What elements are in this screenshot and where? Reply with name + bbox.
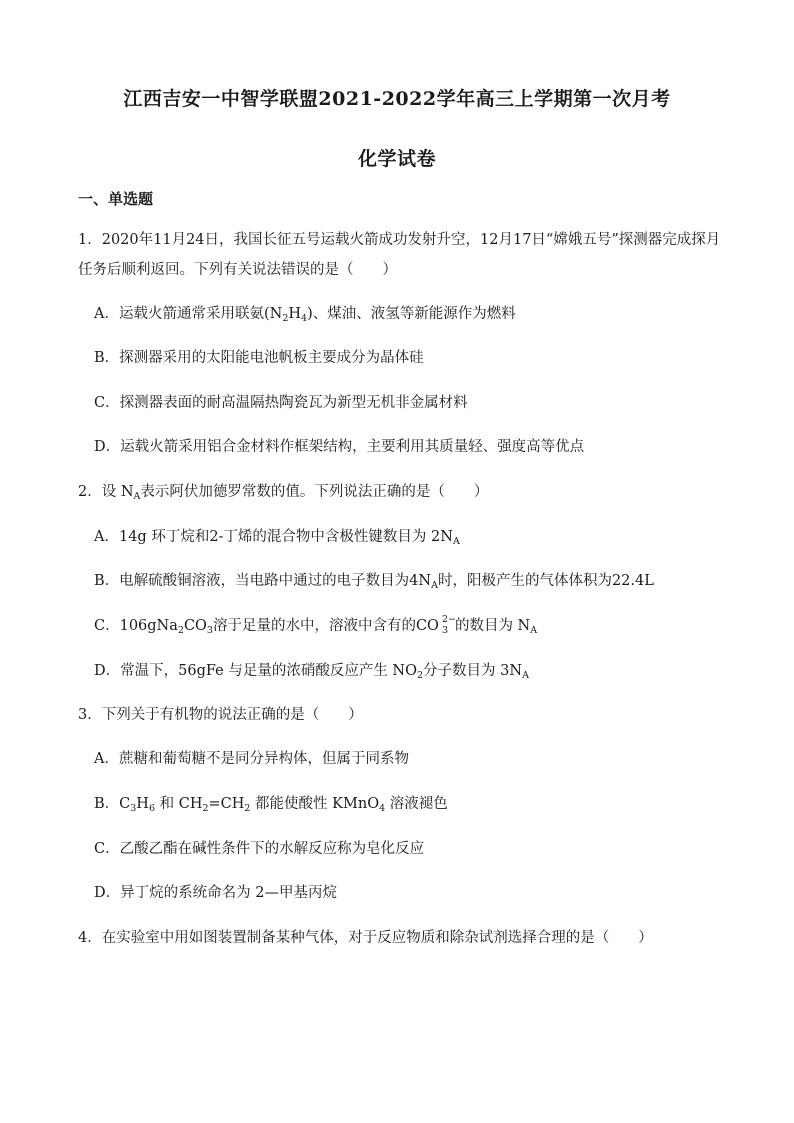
subscript: 4 — [301, 313, 308, 324]
option-text: =CH — [208, 796, 245, 812]
subscript: A — [452, 536, 460, 547]
option-text: A．14g 环丁烷和2-丁烯的混合物中含极性键数目为 2N — [94, 529, 453, 545]
question-3-option-b — [94, 794, 448, 816]
subscript: 2 — [417, 670, 424, 681]
ion-charge: 2− — [441, 614, 456, 625]
page-subtitle: 化学试卷 — [357, 148, 436, 170]
question-3-option-a: A．蔗糖和葡萄糖不是同分异构体，但属于同系物 — [94, 751, 409, 767]
subscript: 3 — [206, 625, 213, 636]
question-2-stem — [78, 482, 488, 504]
question-4-stem: 4．在实验室中用如图装置制备某种气体，对于反应物质和除杂试剂选择合理的是（ ） — [78, 930, 653, 946]
question-2-option-b — [94, 571, 654, 593]
option-text: 分子数目为 3N — [423, 663, 523, 679]
question-3-option-c: C．乙酸乙酯在碱性条件下的水解反应称为皂化反应 — [94, 841, 425, 857]
stem-text: 表示阿伏加德罗常数的值。下列说法正确的是（ ） — [140, 484, 489, 500]
option-text: CO — [183, 618, 207, 634]
subscript: A — [431, 580, 438, 591]
option-text: B．C — [94, 796, 131, 812]
page-title: 江西吉安一中智学联盟2021-2022学年高三上学期第一次月考 — [123, 88, 671, 110]
question-3-option-d: D．异丁烷的系统命名为 2—甲基丙烷 — [94, 885, 337, 901]
option-text: 时，阳极产生的气体体积为22.4L — [437, 573, 654, 589]
question-1-option-a — [94, 304, 516, 326]
option-text: 溶于足量的水中，溶液中含有的CO — [212, 618, 439, 634]
option-text: C．106gNa — [94, 618, 178, 634]
question-2-option-d — [94, 661, 529, 683]
question-1-line-2: 任务后顺利返回。下列有关说法错误的是（ ） — [78, 262, 397, 278]
question-2-option-a — [94, 527, 460, 549]
option-text: H — [288, 306, 302, 322]
subscript: 4 — [379, 803, 386, 814]
ion-charge-stack — [439, 616, 455, 636]
option-text: B．电解硫酸铜溶液，当电路中通过的电子数目为4N — [94, 573, 432, 589]
question-1-option-c: C．探测器表面的耐高温隔热陶瓷瓦为新型无机非金属材料 — [94, 395, 468, 411]
subscript: A — [530, 625, 538, 636]
subscript: 3 — [130, 803, 137, 814]
subscript: A — [522, 670, 529, 681]
question-1-line-1: 1．2020年11月24日，我国长征五号运载火箭成功发射升空，12月17日“嫦娥五号”探测器完成探月 — [78, 232, 721, 248]
option-text: 和 CH — [155, 796, 203, 812]
stem-text: 2．设 N — [78, 484, 134, 500]
option-text: D．常温下，56gFe 与足量的浓硝酸反应产生 NO — [94, 663, 417, 679]
option-text: )、煤油、液氢等新能源作为燃料 — [307, 306, 516, 322]
subscript: 2 — [244, 803, 251, 814]
option-text: 的数目为 N — [454, 618, 531, 634]
subscript: 6 — [148, 803, 155, 814]
option-text: H — [136, 796, 149, 812]
question-2-option-c — [94, 616, 537, 638]
subscript: 2 — [202, 803, 209, 814]
question-1-option-d: D．运载火箭采用铝合金材料作框架结构，主要利用其质量轻、强度高等优点 — [94, 439, 585, 455]
option-text: 都能使酸性 KMnO — [250, 796, 380, 812]
option-text: 溶液褪色 — [385, 796, 448, 812]
subscript: 2 — [177, 625, 184, 636]
question-3-stem: 3．下列关于有机物的说法正确的是（ ） — [78, 707, 363, 723]
section-heading: 一、单选题 — [78, 190, 154, 208]
question-1-option-b: B．探测器采用的太阳能电池帆板主要成分为晶体硅 — [94, 350, 424, 366]
subscript: A — [133, 491, 141, 502]
subscript: 2 — [282, 313, 289, 324]
ion-subscript: 3 — [441, 625, 448, 636]
option-text: A．运载火箭通常采用联氨(N — [94, 306, 283, 322]
